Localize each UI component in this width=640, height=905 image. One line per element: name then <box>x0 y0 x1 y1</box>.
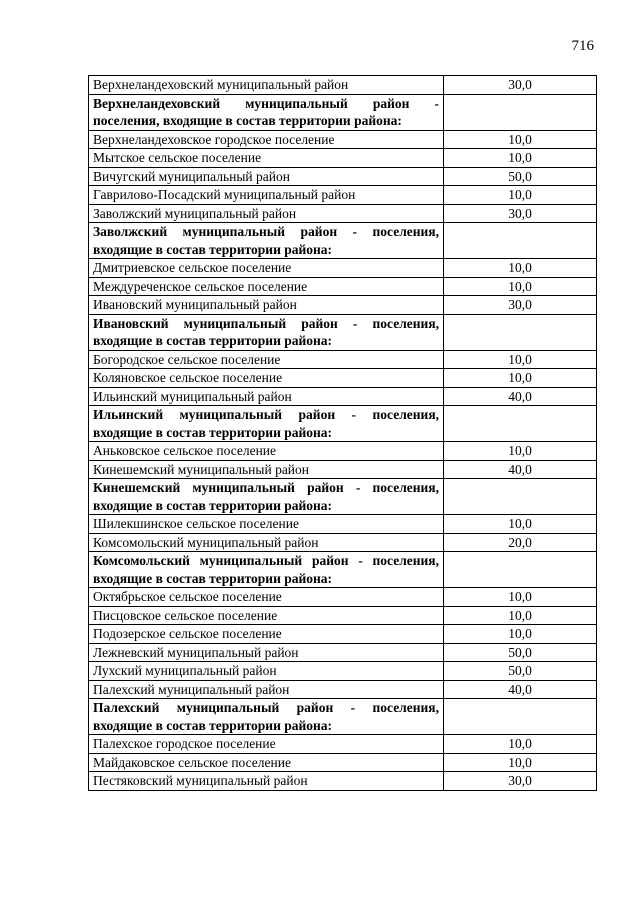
table-body <box>89 76 597 791</box>
table-row <box>89 772 597 791</box>
row-value-cell: 40,0 <box>444 387 597 406</box>
table-row <box>89 350 597 369</box>
row-name-cell: Заволжский муниципальный район - поселения, входящие в состав территории района: <box>89 223 444 259</box>
row-value-cell: 50,0 <box>444 167 597 186</box>
row-value-cell: 40,0 <box>444 460 597 479</box>
row-value-cell <box>444 406 597 442</box>
row-name-cell: Палехский муниципальный район <box>89 680 444 699</box>
row-name-cell: Кинешемский муниципальный район <box>89 460 444 479</box>
row-value-cell: 10,0 <box>444 588 597 607</box>
row-name-cell: Пестяковский муниципальный район <box>89 772 444 791</box>
row-value-cell: 10,0 <box>444 515 597 534</box>
table-row <box>89 625 597 644</box>
table-row <box>89 76 597 95</box>
row-name-cell: Комсомольский муниципальный район - поселения, входящие в состав территории района: <box>89 552 444 588</box>
row-value-cell: 30,0 <box>444 772 597 791</box>
table-row <box>89 186 597 205</box>
row-value-cell: 10,0 <box>444 735 597 754</box>
table-row <box>89 680 597 699</box>
row-name-cell: Вичугский муниципальный район <box>89 167 444 186</box>
row-name-cell: Лухский муниципальный район <box>89 662 444 681</box>
table-row <box>89 606 597 625</box>
row-name-cell: Верхнеландеховский муниципальный район - поселения, входящие в состав территории района: <box>89 94 444 130</box>
row-value-cell <box>444 699 597 735</box>
row-value-cell: 10,0 <box>444 369 597 388</box>
row-value-cell: 10,0 <box>444 350 597 369</box>
table-row <box>89 277 597 296</box>
row-value-cell <box>444 223 597 259</box>
table-row <box>89 735 597 754</box>
table-row <box>89 662 597 681</box>
row-value-cell: 40,0 <box>444 680 597 699</box>
table-row <box>89 167 597 186</box>
row-value-cell: 10,0 <box>444 277 597 296</box>
row-value-cell: 10,0 <box>444 130 597 149</box>
row-value-cell: 50,0 <box>444 643 597 662</box>
section-header-row <box>89 406 597 442</box>
table-row <box>89 149 597 168</box>
allocation-table <box>88 75 597 791</box>
row-name-cell: Ильинский муниципальный район - поселения, входящие в состав территории района: <box>89 406 444 442</box>
row-name-cell: Заволжский муниципальный район <box>89 204 444 223</box>
row-value-cell <box>444 94 597 130</box>
row-name-cell: Ивановский муниципальный район - поселения, входящие в состав территории района: <box>89 314 444 350</box>
table-row <box>89 515 597 534</box>
section-header-row <box>89 314 597 350</box>
section-header-row <box>89 479 597 515</box>
table-row <box>89 442 597 461</box>
row-value-cell: 30,0 <box>444 76 597 95</box>
row-value-cell <box>444 552 597 588</box>
row-name-cell: Писцовское сельское поселение <box>89 606 444 625</box>
row-value-cell: 10,0 <box>444 186 597 205</box>
row-name-cell: Октябрьское сельское поселение <box>89 588 444 607</box>
row-name-cell: Аньковское сельское поселение <box>89 442 444 461</box>
row-name-cell: Ильинский муниципальный район <box>89 387 444 406</box>
table-row <box>89 387 597 406</box>
section-header-row <box>89 223 597 259</box>
row-name-cell: Лежневский муниципальный район <box>89 643 444 662</box>
row-value-cell <box>444 314 597 350</box>
row-value-cell: 20,0 <box>444 533 597 552</box>
table-row <box>89 259 597 278</box>
row-name-cell: Богородское сельское поселение <box>89 350 444 369</box>
row-name-cell: Кинешемский муниципальный район - поселения, входящие в состав территории района: <box>89 479 444 515</box>
row-name-cell: Майдаковское сельское поселение <box>89 753 444 772</box>
row-value-cell: 30,0 <box>444 296 597 315</box>
row-name-cell: Подозерское сельское поселение <box>89 625 444 644</box>
row-name-cell: Шилекшинское сельское поселение <box>89 515 444 534</box>
row-name-cell: Мытское сельское поселение <box>89 149 444 168</box>
row-name-cell: Дмитриевское сельское поселение <box>89 259 444 278</box>
row-name-cell: Комсомольский муниципальный район <box>89 533 444 552</box>
row-name-cell: Гаврилово-Посадский муниципальный район <box>89 186 444 205</box>
row-name-cell: Ивановский муниципальный район <box>89 296 444 315</box>
table-row <box>89 130 597 149</box>
row-name-cell: Палехское городское поселение <box>89 735 444 754</box>
row-value-cell: 10,0 <box>444 753 597 772</box>
table-row <box>89 369 597 388</box>
row-name-cell: Коляновское сельское поселение <box>89 369 444 388</box>
row-value-cell: 10,0 <box>444 442 597 461</box>
row-name-cell: Междуреченское сельское поселение <box>89 277 444 296</box>
table-row <box>89 296 597 315</box>
table-row <box>89 643 597 662</box>
row-value-cell: 10,0 <box>444 149 597 168</box>
row-value-cell: 10,0 <box>444 625 597 644</box>
row-name-cell: Верхнеландеховское городское поселение <box>89 130 444 149</box>
row-value-cell: 30,0 <box>444 204 597 223</box>
row-value-cell: 10,0 <box>444 606 597 625</box>
section-header-row <box>89 552 597 588</box>
section-header-row <box>89 94 597 130</box>
table-row <box>89 753 597 772</box>
section-header-row <box>89 699 597 735</box>
row-value-cell <box>444 479 597 515</box>
table-row <box>89 588 597 607</box>
row-value-cell: 10,0 <box>444 259 597 278</box>
table-row <box>89 460 597 479</box>
row-value-cell: 50,0 <box>444 662 597 681</box>
row-name-cell: Палехский муниципальный район - поселения, входящие в состав территории района: <box>89 699 444 735</box>
row-name-cell: Верхнеландеховский муниципальный район <box>89 76 444 95</box>
table-row <box>89 533 597 552</box>
page-number: 716 <box>571 38 594 54</box>
table-row <box>89 204 597 223</box>
